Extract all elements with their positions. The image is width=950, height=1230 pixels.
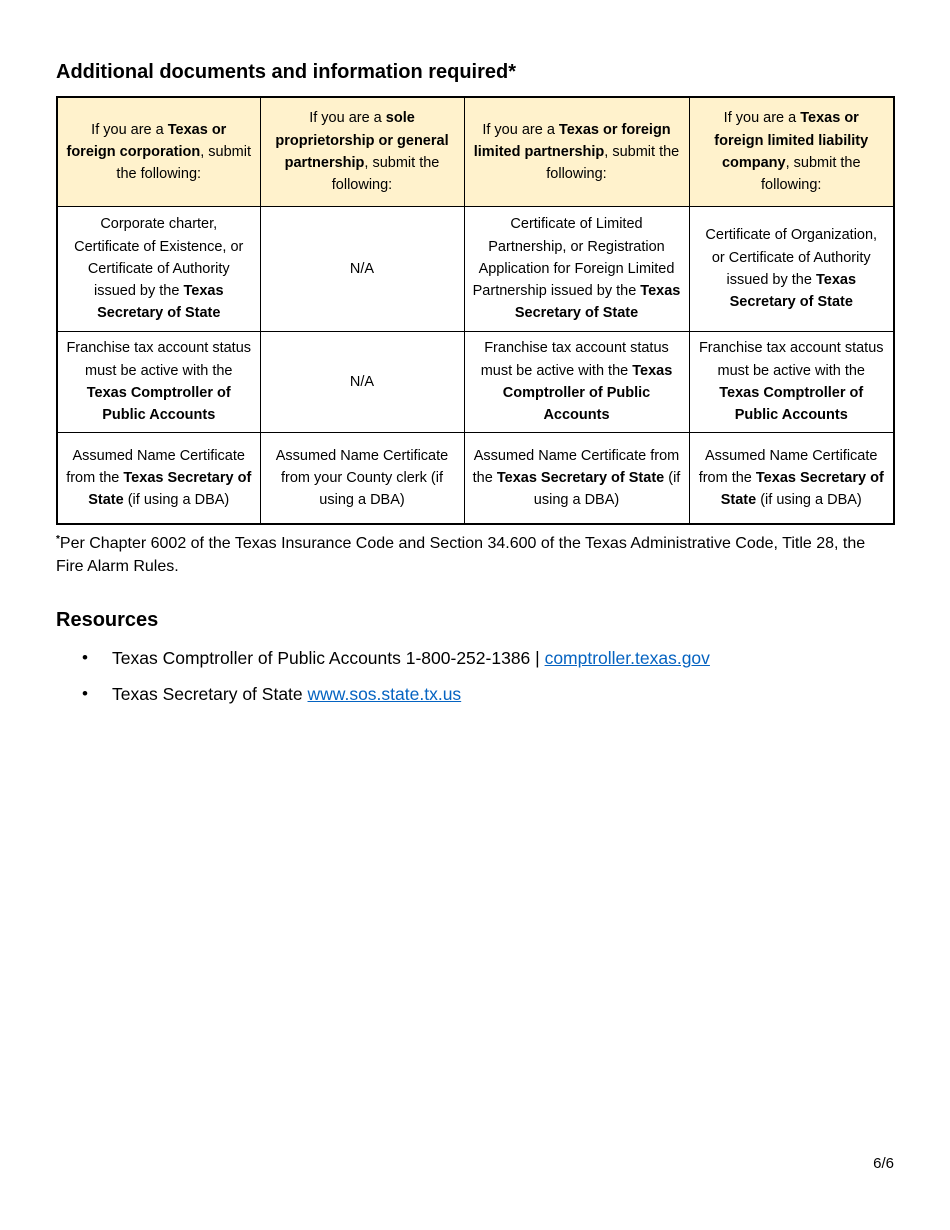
table-cell: N/A [260, 207, 464, 332]
table-cell: Corporate charter, Certificate of Existence, or Certificate of Authority issued by the Texas Secretary of State [57, 207, 260, 332]
header-llc: If you are a Texas or foreign limited liability company, submit the following: [689, 97, 894, 207]
resource-text: Texas Comptroller of Public Accounts 1-800-252-1386 | [112, 648, 545, 668]
list-item [56, 682, 710, 706]
table-cell: Assumed Name Certificate from your County clerk (if using a DBA) [260, 433, 464, 525]
sos-link[interactable]: www.sos.state.tx.us [307, 684, 462, 704]
footnote-marker: * [56, 534, 60, 545]
footnote-text: Per Chapter 6002 of the Texas Insurance Code and Section 34.600 of the Texas Administrative Code, Title 28, the Fire Alarm Rules. [56, 535, 866, 575]
table-cell: Certificate of Organization, or Certificate of Authority issued by the Texas Secretary of State [689, 207, 894, 332]
table-row [57, 332, 894, 433]
table-cell: Certificate of Limited Partnership, or Registration Application for Foreign Limited Partnership issued by the Texas Secretary of State [464, 207, 689, 332]
comptroller-link[interactable]: comptroller.texas.gov [544, 648, 710, 668]
resource-text: Texas Secretary of State [112, 684, 308, 704]
table-cell: Assumed Name Certificate from the Texas Secretary of State (if using a DBA) [689, 433, 894, 525]
header-limited-partnership: If you are a Texas or foreign limited partnership, submit the following: [464, 97, 689, 207]
table-cell: Franchise tax account status must be active with the Texas Comptroller of Public Accounts [464, 332, 689, 433]
bullet-icon: • [82, 648, 88, 667]
page-number: 6/6 [873, 1155, 894, 1172]
header-sole-proprietorship: If you are a sole proprietorship or general partnership, submit the following: [260, 97, 464, 207]
list-item [56, 646, 710, 670]
table-row [57, 207, 894, 332]
table-cell: N/A [260, 332, 464, 433]
table-cell: Assumed Name Certificate from the Texas Secretary of State (if using a DBA) [464, 433, 689, 525]
footnote [56, 532, 896, 578]
table-row [57, 433, 894, 525]
bullet-icon: • [82, 684, 88, 703]
section-heading-additional-documents: Additional documents and information required* [56, 61, 517, 83]
requirements-table [56, 96, 895, 525]
header-corporation: If you are a Texas or foreign corporation, submit the following: [57, 97, 260, 207]
resources-list [56, 646, 710, 718]
section-heading-resources: Resources [56, 609, 159, 631]
table-header-row [57, 97, 894, 207]
table-cell: Franchise tax account status must be active with the Texas Comptroller of Public Accounts [57, 332, 260, 433]
table-cell: Franchise tax account status must be active with the Texas Comptroller of Public Accounts [689, 332, 894, 433]
table-cell: Assumed Name Certificate from the Texas Secretary of State (if using a DBA) [57, 433, 260, 525]
